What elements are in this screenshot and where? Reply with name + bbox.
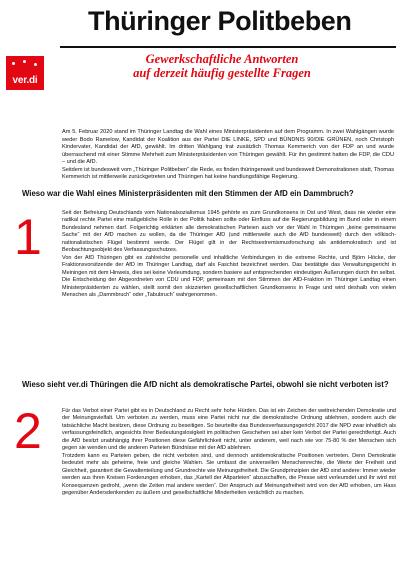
header (0, 0, 400, 118)
title-rule (60, 46, 396, 48)
question-heading-1: Wieso war die Wahl eines Ministerpräsidenten mit den Stimmen der AfD ein Dammbruch? (22, 189, 354, 198)
question-heading-2: Wieso sieht ver.di Thüringen die AfD nicht als demokratische Partei, obwohl sie nicht verboten ist? (22, 380, 389, 389)
subtitle-line-2: auf derzeit häufig gestellte Fragen (133, 66, 311, 80)
answer-text-2 (62, 408, 396, 497)
section-number-1: 1 (14, 209, 42, 265)
verdi-logo (6, 56, 44, 90)
section-number-2: 2 (14, 403, 42, 459)
answer-text-1 (62, 210, 396, 299)
intro-paragraph: Am 5. Februar 2020 stand im Thüringer Landtag die Wahl eines Ministerpräsidenten auf dem Programm. In zwei Wahlgängen wurde weder Bodo Ramelow, Kandidat der Koalition aus der Partei DIE LINKE, SPD und BÜNDNIS 90/DIE GRÜNEN, noch Christoph Kindervater, Kandidat der AfD, gewählt. Im dritten Wahlgang trat zusätzlich Thomas Kemmerich von der FDP an und wurde überraschend mit einer Stimme Mehrheit zum Ministerpräsidenten von Thüringen gewählt. Für ihn gestimmt hatten die FDP, die CDU – und die AfD. (62, 129, 394, 165)
answer-paragraph: Für das Verbot einer Partei gibt es in Deutschland zu Recht sehr hohe Hürden. Das ist ein Zeichen der weitreichenden Demokratie und der Meinungsvielfalt. Um verboten zu werden, muss eine Partei nicht nur die demokratische Ordnung ablehnen, sondern auch die tatsächliche Macht besitzen, diese Ordnung zu beseitigen. So beurteilte das Bundesverfassungsgericht 2017 die NPD zwar inhaltlich als verfassungsfeindlich, angesichts ihrer Bedeutungslosigkeit im politischen Geschehen sei aber kein Verbot der Partei gerechtfertigt. Auch die AfD besitzt unabhängig ihrer Positionen diese Gefährlichkeit nicht, unter anderem, weil nach wie vor 75-80 % der Menschen sich gegen sie wenden und die anderen Parteien Bündnisse mit der AfD ablehnen. (62, 408, 396, 452)
logo-text: ver.di (12, 75, 38, 86)
answer-paragraph: Seit der Befreiung Deutschlands vom Nationalsozialismus 1945 gehörte es zum Grundkonsens in Ost und West, dass nie wieder eine radikal rechte Partei eine maßgebliche Rolle in der Politik haben sollte oder Einfluss auf die Regierungsbildung im Bund oder in einem Bundesland nehmen darf. Folgerichtig erklärten alle demokratischen Parteien auch vor der Wahl in Thüringen „keine gemeinsame Sache“ mit der AfD machen zu wollen, da die Thüringer AfD (und mittlerweile auch die AfD bundesweit) durch den völkisch-nationalistischen Flügel bestimmt werde. Der Flügel gilt in der Rechtsextremismusforschung als antidemokratisch und ist Beobachtungsobjekt des Verfassungsschutzes. (62, 210, 396, 254)
answer-paragraph: Von der AfD Thüringen gibt es zahlreiche personelle und inhaltliche Verbindungen in die extreme Rechte, und Björn Höcke, der Fraktionsvorsitzende der AfD im Thüringer Landtag, darf als Faschist bezeichnet werden. Das bestätigte das Verwaltungsgericht in Meiningen mit dem Hinweis, dies sei keine Verleumdung, sondern basiere auf entsprechenden eindeutigen Äußerungen durch ihn selbst. (62, 254, 396, 276)
subtitle-line-1: Gewerkschaftliche Antworten (145, 52, 299, 66)
page-subtitle (92, 52, 352, 80)
intro-text (62, 129, 394, 182)
answer-paragraph: Die Entscheidung der Abgeordneten von CDU und FDP, gemeinsam mit den Stimmen der AfD-Fraktion im Thüringer Landtag einen Ministerpräsidenten zu wählen, stellt somit den skizzierten gesellschaftlichen Grundkonsens in Frage und wird deshalb von vielen Menschen als „Dammbruch“ oder „Tabubruch“ wahrgenommen. (62, 277, 396, 298)
intro-paragraph: Seitdem ist bundesweit vom „Thüringer Politbeben“ die Rede, es finden thüringenweit und bundesweit Demonstrationen statt, Thomas Kemmerich ist mittlerweile zurückgetreten und Thüringen hat keine handlungsfähige Regierung. (62, 166, 394, 180)
page-title: Thüringer Politbeben (88, 6, 352, 36)
answer-paragraph: Trotzdem kann es Parteien geben, die nicht verboten sind, und dennoch antidemokratische Positionen vertreten. Denn Demokratie bedeutet mehr als geheime, freie und gleiche Wahlen. Sie umfasst die universellen Menschenrechte, die Werte der Freiheit und Gleichheit, garantiert die Gewaltenteilung und Grundrechte wie Meinungsfreiheit. Die Grundprinzipien der AfD sind andere: Immer wieder werden aus ihren Kreisen Forderungen erhoben, das „Kartell der Altparteien“ abzuschaffen, die Presse wird verleumdet und ihr wird mit Konsequenzen gedroht, „wenn die Zeiten mal andere werden“. Der Anspruch auf Meinungsfreiheit wird von der AfD erhoben, um Hass gegenüber Andersdenkenden zu äußern und gesellschaftliche Minderheiten verächtlich zu machen. (62, 452, 396, 496)
